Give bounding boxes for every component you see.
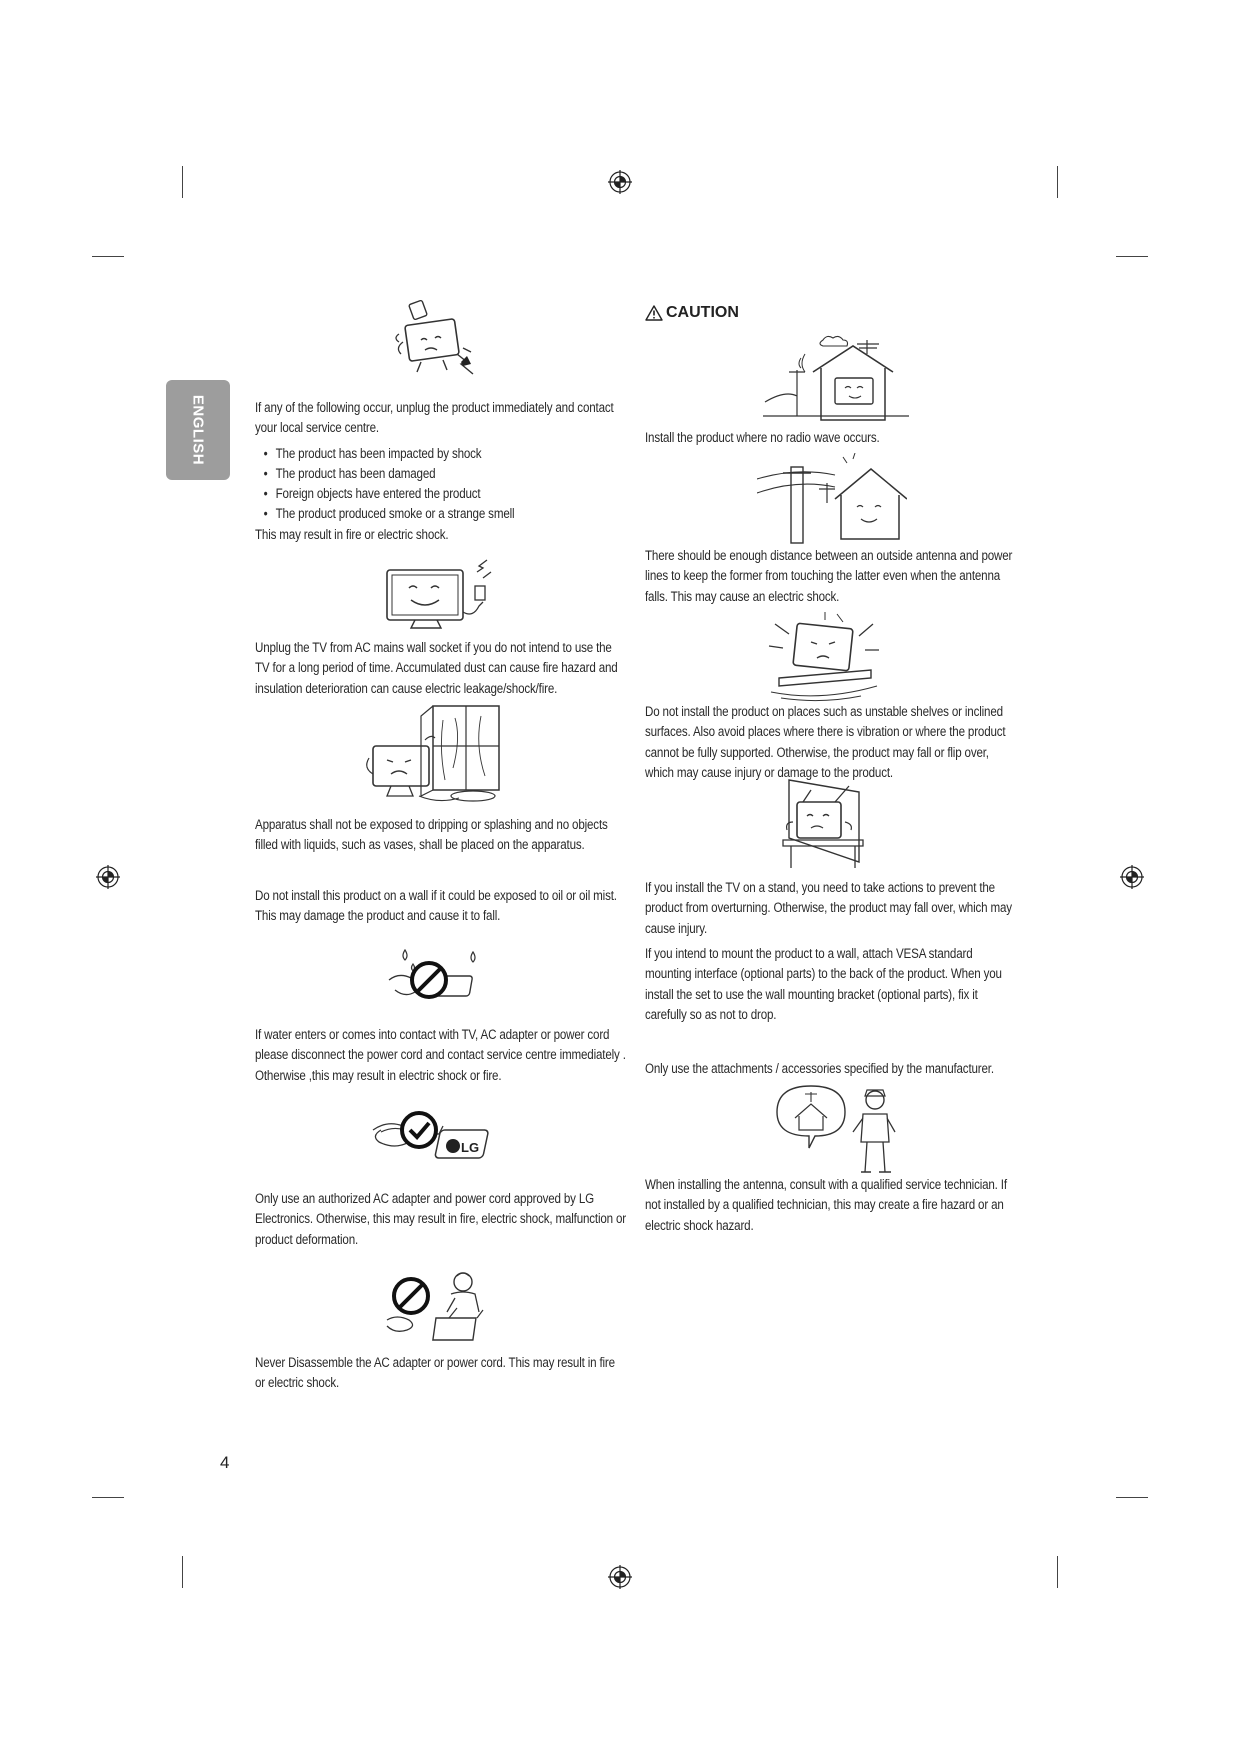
paragraph: If you intend to mount the product to a wall, attach VESA standard mounting interface (optional parts) to the back of the product. When you install the set to use the wall mounting bracket (optional parts), fix it carefully so as not to drop. xyxy=(645,946,1002,1022)
lg-logo-text: LG xyxy=(461,1140,480,1155)
caution-label: CAUTION xyxy=(666,304,739,321)
list-item: • Foreign objects have entered the product xyxy=(255,484,627,504)
section-unstable-surfaces xyxy=(645,702,1017,783)
crop-mark xyxy=(1057,1556,1058,1588)
tv-unstable-illustration xyxy=(765,612,885,704)
tv-wall-anchored-illustration xyxy=(767,778,877,872)
paragraph: If water enters or comes into contact with TV, AC adapter or power cord please disconnect the power cord and contact service centre immediately . Otherwise ,this may result in electric shock or fire. xyxy=(255,1027,626,1083)
technician-antenna-illustration xyxy=(771,1082,911,1178)
paragraph: When installing the antenna, consult with a qualified service technician. If not installed by a qualified technician, this may create a fire hazard or an electric shock hazard. xyxy=(645,1177,1007,1233)
section-unplug-immediately xyxy=(255,398,627,545)
adapter-water-prohibited-illustration xyxy=(385,940,489,1010)
tv-impact-illustration xyxy=(391,300,483,380)
paragraph: Never Disassemble the AC adapter or power cord. This may result in fire or electric shock. xyxy=(255,1355,615,1391)
warning-triangle-icon xyxy=(645,305,663,321)
power-line-house-illustration xyxy=(757,453,907,545)
section-attachments xyxy=(645,1059,1017,1079)
crop-mark xyxy=(182,1556,183,1588)
section-oil-mist xyxy=(255,886,627,927)
list-item: • The product has been damaged xyxy=(255,464,627,484)
section-qualified-technician xyxy=(645,1175,1017,1236)
crop-mark xyxy=(1057,166,1058,198)
section-no-radio-wave xyxy=(645,428,1017,448)
language-tab xyxy=(166,380,230,480)
crop-mark xyxy=(1116,256,1148,257)
section-unplug-long-period xyxy=(255,638,627,699)
condition-list xyxy=(255,444,627,525)
crop-mark xyxy=(92,256,124,257)
caution-heading xyxy=(645,304,739,322)
paragraph: Apparatus shall not be exposed to dripping or splashing and no objects filled with liquids, such as vases, shall be placed on the apparatus. xyxy=(255,817,608,853)
list-item: • The product has been impacted by shock xyxy=(255,444,627,464)
paragraph: Only use an authorized AC adapter and power cord approved by LG Electronics. Otherwise, this may result in fire, electric shock, malfunction or product deformation. xyxy=(255,1191,626,1247)
registration-mark-icon xyxy=(96,865,120,889)
paragraph-intro: If any of the following occur, unplug the product immediately and contact your local service centre. xyxy=(255,400,614,436)
section-antenna-distance xyxy=(645,546,1017,607)
page-number: 4 xyxy=(220,1453,230,1472)
tv-water-window-illustration xyxy=(363,700,509,812)
section-authorized-adapter xyxy=(255,1189,627,1250)
registration-mark-icon xyxy=(1120,865,1144,889)
section-vesa-wall-mount xyxy=(645,944,1017,1025)
language-tab-label: ENGLISH xyxy=(189,394,207,466)
paragraph: There should be enough distance between an outside antenna and power lines to keep the former from touching the latter even when the antenna falls. This may cause an electric shock. xyxy=(645,548,1013,604)
list-item: • The product produced smoke or a strange smell xyxy=(255,504,627,524)
section-stand-overturning xyxy=(645,878,1017,939)
house-antenna-illustration xyxy=(761,332,911,428)
section-never-disassemble xyxy=(255,1353,627,1394)
crop-mark xyxy=(92,1497,124,1498)
lg-adapter-approved-illustration xyxy=(369,1100,505,1176)
section-dripping-splashing xyxy=(255,815,627,856)
paragraph-outro: This may result in fire or electric shock. xyxy=(255,526,449,542)
paragraph: Only use the attachments / accessories specified by the manufacturer. xyxy=(645,1061,994,1076)
tv-unplug-illustration xyxy=(379,552,499,634)
paragraph: Unplug the TV from AC mains wall socket if you do not intend to use the TV for a long period of time. Accumulated dust can cause fire hazard and insulation deterioration can cause electric leakage/shock/fire. xyxy=(255,640,618,696)
paragraph: If you install the TV on a stand, you need to take actions to prevent the product from overturning. Otherwise, the product may fall over, which may cause injury. xyxy=(645,880,1012,936)
registration-mark-icon xyxy=(608,170,632,194)
crop-mark xyxy=(182,166,183,198)
disassemble-prohibited-illustration xyxy=(385,1268,495,1348)
registration-mark-icon xyxy=(608,1565,632,1589)
paragraph: Do not install this product on a wall if it could be exposed to oil or oil mist. This may damage the product and cause it to fall. xyxy=(255,888,617,924)
paragraph: Install the product where no radio wave occurs. xyxy=(645,430,880,445)
paragraph: Do not install the product on places such as unstable shelves or inclined surfaces. Also avoid places where there is vibration or where the product cannot be fully supported. Otherwise, the product may fall or flip over, which may cause injury or damage to the product. xyxy=(645,704,1006,780)
section-water-contact xyxy=(255,1025,627,1086)
crop-mark xyxy=(1116,1497,1148,1498)
